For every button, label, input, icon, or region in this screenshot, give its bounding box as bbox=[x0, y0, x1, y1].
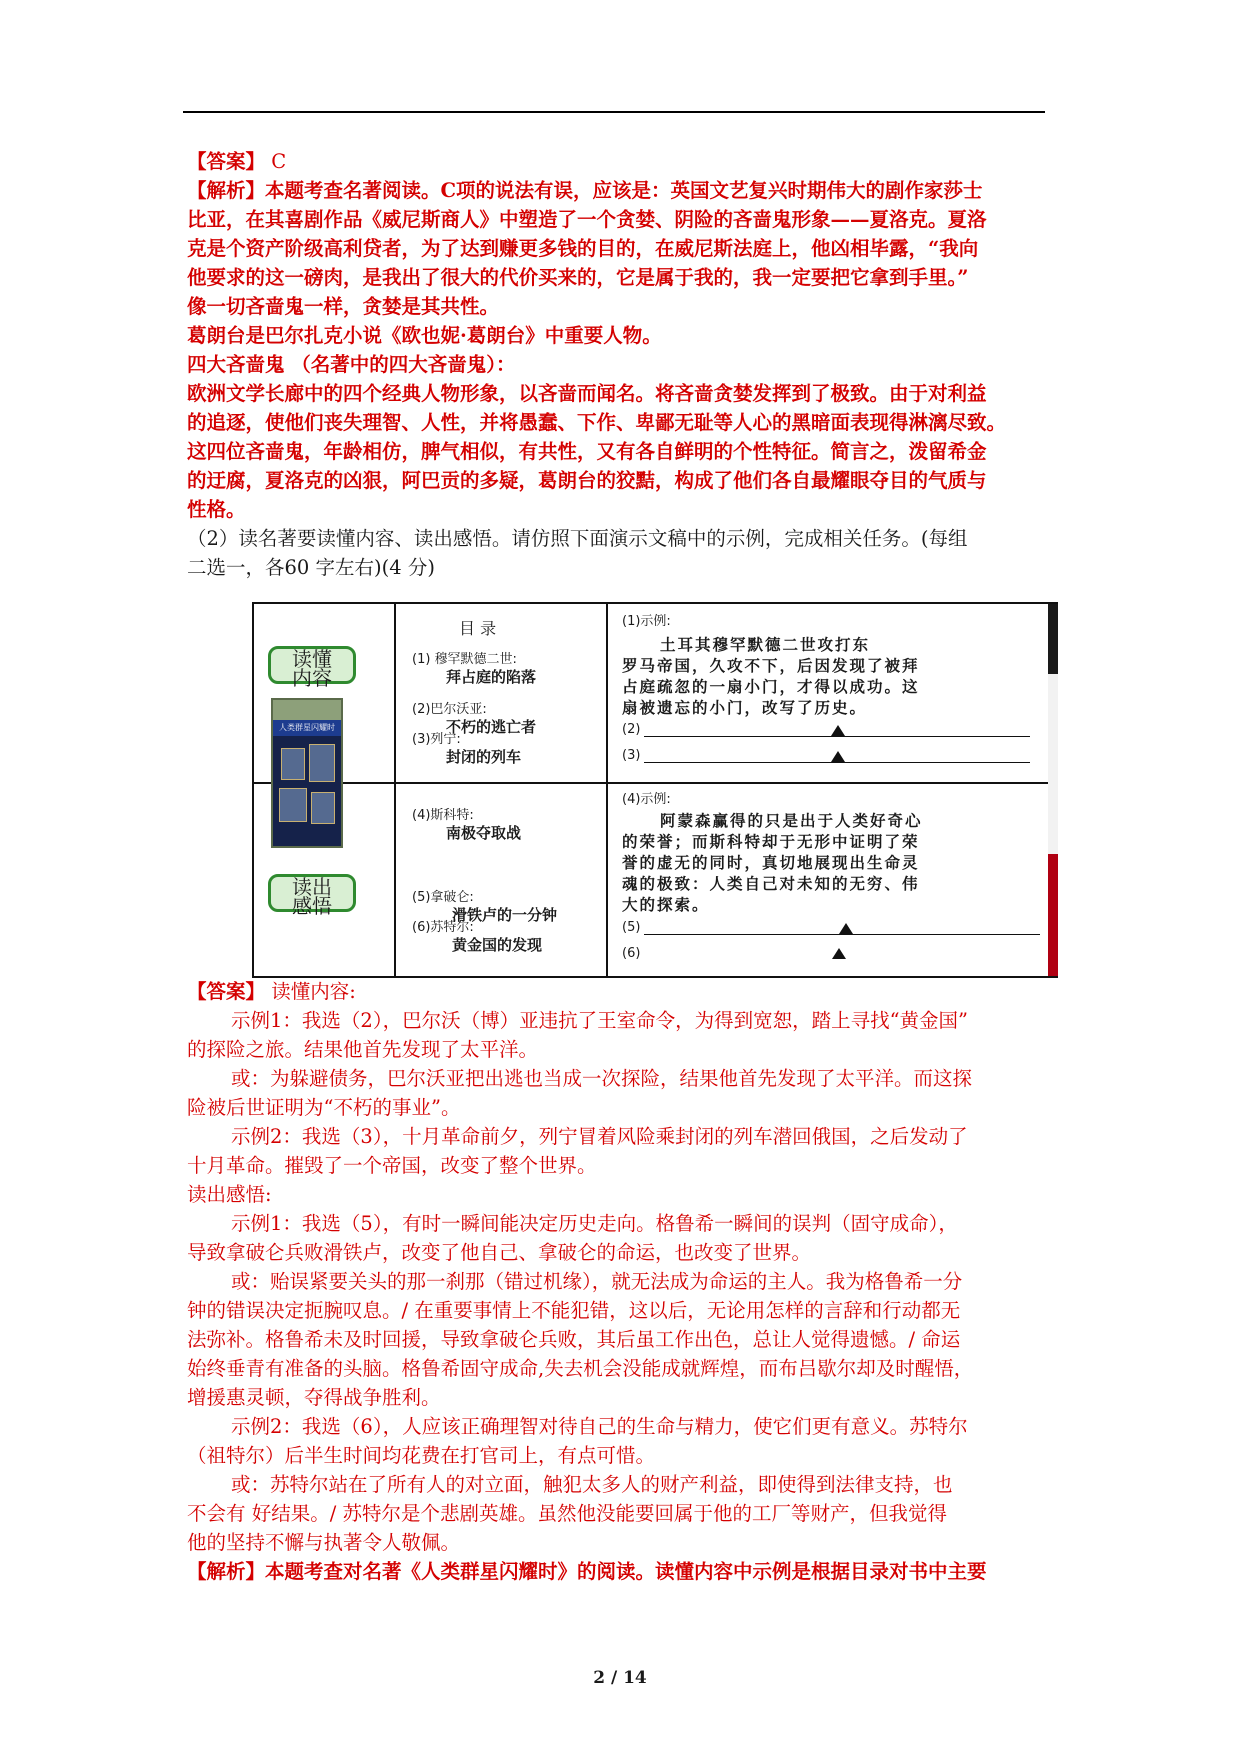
analysis-text: 本题考查对名著《人类群星闪耀时》的阅读。读懂内容中示例是根据目录对书中主要 bbox=[265, 1560, 987, 1583]
pill-read-content bbox=[268, 646, 356, 690]
answer-1-line bbox=[187, 147, 1049, 176]
analysis-1-line: 欧洲文学长廊中的四个经典人物形象，以吝啬而闻名。将吝啬贪婪发挥到了极致。由于对利益 bbox=[187, 382, 987, 405]
answer-line: 示例2：我选（6），人应该正确理智对待自己的生命与精力，使它们更有意义。苏特尔 bbox=[231, 1415, 968, 1438]
pill-label: 读出 感悟 bbox=[292, 875, 332, 918]
answer-line: 他的坚持不懈与执著令人敬佩。 bbox=[187, 1531, 461, 1554]
analysis-1-line: 他要求的这一磅肉，是我出了很大的代价买来的，它是属于我的，我一定要把它拿到手里。” bbox=[187, 266, 969, 289]
answer-line: （祖特尔）后半生时间均花费在打官司上，有点可惜。 bbox=[187, 1444, 656, 1467]
answer-line: 始终垂青有准备的头脑。格鲁希固守成命,失去机会没能成就辉煌，而布吕歇尔却及时醒悟， bbox=[187, 1357, 974, 1380]
side-bar-dark bbox=[1048, 604, 1058, 674]
analysis-1-line: 四大吝啬鬼 （名著中的四大吝啬鬼）： bbox=[187, 353, 516, 376]
pill-label: 读懂 内容 bbox=[292, 647, 332, 690]
triangle-icon bbox=[831, 751, 845, 762]
question-2-line: （2）读名著要读懂内容、读出感悟。请仿照下面演示文稿中的示例，完成相关任务。(每组 bbox=[187, 527, 968, 550]
book-title: 人类群星闪耀时 bbox=[273, 720, 341, 736]
triangle-icon bbox=[831, 725, 845, 736]
answer-line: 示例1：我选（5），有时一瞬间能决定历史走向。格鲁希一瞬间的误判（固守成命）， bbox=[231, 1212, 958, 1235]
example-4-line: 魂的极致：人类自己对未知的无穷、伟 bbox=[622, 874, 920, 893]
side-bar-light bbox=[1048, 674, 1058, 854]
toc-title-item: 拜占庭的陷落 bbox=[446, 668, 537, 686]
analysis-1-line: 的迂腐，夏洛克的凶狠，阿巴贡的多疑，葛朗台的狡黠，构成了他们各自最耀眼夺目的气质与 bbox=[187, 469, 987, 492]
answer-line: 险被后世证明为“不朽的事业”。 bbox=[187, 1096, 461, 1119]
triangle-icon bbox=[832, 948, 846, 959]
answer-line: 示例2：我选（3），十月革命前夕，列宁冒着风险乘封闭的列车潜回俄国，之后发动了 bbox=[231, 1125, 968, 1148]
answer-blank bbox=[644, 736, 1030, 737]
analysis-1-line: 性格。 bbox=[187, 498, 246, 521]
example-1-label: (1)示例: bbox=[622, 614, 671, 629]
toc-num: (4)斯科特: bbox=[412, 808, 474, 823]
toc-num: (6)苏特尔: bbox=[412, 920, 474, 935]
answer-line: 不会有 好结果。/ 苏特尔是个悲剧英雄。虽然他没能要回属于他的工厂等财产，但我觉得 bbox=[187, 1502, 947, 1525]
answer-blank bbox=[644, 762, 1030, 763]
analysis-1-line: 葛朗台是巴尔扎克小说《欧也妮·葛朗台》中重要人物。 bbox=[187, 324, 662, 347]
analysis-1-line: 比亚，在其喜剧作品《威尼斯商人》中塑造了一个贪婪、阴险的吝啬鬼形象——夏洛克。夏洛 bbox=[187, 208, 987, 231]
toc-title-item: 黄金国的发现 bbox=[452, 936, 543, 954]
answer-line: 的探险之旅。结果他首先发现了太平洋。 bbox=[187, 1038, 539, 1061]
answer-line: 或：贻误紧要关头的那一刹那（错过机缘），就无法成为命运的主人。我为格鲁希一分 bbox=[231, 1270, 963, 1293]
analysis-label: 【解析】 bbox=[187, 1560, 266, 1583]
example-1-line: 占庭疏忽的一扇小门，才得以成功。这 bbox=[622, 677, 920, 696]
answer-label: 【答案】 bbox=[187, 150, 266, 173]
analysis-2-line bbox=[187, 1557, 1049, 1586]
example-4-line: 的荣誉；而斯科特却于无形中证明了荣 bbox=[622, 832, 920, 851]
blank-3-label: (3) bbox=[622, 748, 641, 763]
answer-heading: 读懂内容: bbox=[271, 980, 356, 1003]
example-1-line: 扇被遗忘的小门，改写了历史。 bbox=[622, 698, 868, 717]
pill-read-feeling bbox=[268, 874, 356, 918]
answer-line: 十月革命。摧毁了一个帝国，改变了整个世界。 bbox=[187, 1154, 597, 1177]
analysis-1-line: 像一切吝啬鬼一样，贪婪是其共性。 bbox=[187, 295, 500, 318]
example-4-line: 誉的虚无的同时，真切地展现出生命灵 bbox=[622, 853, 920, 872]
answer-line: 导致拿破仑兵败滑铁卢，改变了他自己、拿破仑的命运，也改变了世界。 bbox=[187, 1241, 812, 1264]
answer-line: 示例1：我选（2），巴尔沃（博）亚违抗了王室命令，为得到宽恕，踏上寻找“黄金国” bbox=[231, 1009, 969, 1032]
divider bbox=[394, 604, 396, 976]
slide-figure bbox=[252, 602, 1058, 978]
answer-line: 法弥补。格鲁希未及时回援，导致拿破仑兵败，其后虽工作出色，总让人觉得遗憾。/ 命运 bbox=[187, 1328, 961, 1351]
blank-6-label: (6) bbox=[622, 946, 641, 961]
answer-label: 【答案】 bbox=[187, 980, 266, 1003]
blank-5-label: (5) bbox=[622, 920, 641, 935]
example-4-line: 大的探索。 bbox=[622, 895, 710, 914]
triangle-icon bbox=[839, 923, 853, 934]
answer-line: 增援惠灵顿，夺得战争胜利。 bbox=[187, 1386, 441, 1409]
analysis-1-line: 这四位吝啬鬼，年龄相仿，脾气相似，有共性，又有各自鲜明的个性特征。简言之，泼留希金 bbox=[187, 440, 987, 463]
answer-value: C bbox=[271, 150, 287, 173]
analysis-1-line: 克是个资产阶级高利贷者，为了达到赚更多钱的目的，在威尼斯法庭上，他凶相毕露，“我向 bbox=[187, 237, 979, 260]
question-2-line: 二选一，各60 字左右)(4 分) bbox=[187, 556, 435, 579]
toc-num: (1) 穆罕默德二世: bbox=[412, 652, 517, 667]
analysis-1-line bbox=[187, 176, 1049, 205]
answer-line: 钟的错误决定扼腕叹息。/ 在重要事情上不能犯错，这以后，无论用怎样的言辞和行动都无 bbox=[187, 1299, 961, 1322]
toc-title-item: 不朽的逃亡者 bbox=[446, 718, 537, 736]
answer-heading-2: 读出感悟: bbox=[187, 1183, 272, 1206]
toc-num: (5)拿破仑: bbox=[412, 890, 474, 905]
answer-2-line bbox=[187, 977, 1049, 1006]
blank-2-label: (2) bbox=[622, 722, 641, 737]
answer-line: 或：为躲避债务，巴尔沃亚把出逃也当成一次探险，结果他首先发现了太平洋。而这探 bbox=[231, 1067, 973, 1090]
toc-num: (3)列宁: bbox=[412, 732, 461, 747]
analysis-1-line: 的追逐，使他们丧失理智、人性，并将愚蠢、下作、卑鄙无耻等人心的黑暗面表现得淋漓尽致。 bbox=[187, 411, 1007, 434]
example-1-line: 土耳其穆罕默德二世攻打东 bbox=[660, 635, 871, 654]
divider bbox=[606, 782, 1058, 784]
book-cover-image bbox=[271, 698, 343, 848]
page-number: 2 / 14 bbox=[593, 1668, 647, 1688]
toc-title-item: 南极夺取战 bbox=[446, 824, 522, 842]
toc-num: (2)巴尔沃亚: bbox=[412, 702, 487, 717]
header-rule bbox=[183, 111, 1045, 113]
toc-title-item: 封闭的列车 bbox=[446, 748, 522, 766]
toc-title-item: 滑铁卢的一分钟 bbox=[452, 906, 558, 924]
side-bar-red bbox=[1048, 854, 1058, 976]
example-4-line: 阿蒙森赢得的只是出于人类好奇心 bbox=[660, 811, 923, 830]
toc-title: 目 录 bbox=[459, 619, 497, 638]
answer-blank bbox=[644, 934, 1040, 935]
example-4-label: (4)示例: bbox=[622, 792, 671, 807]
example-1-line: 罗马帝国，久攻不下，后因发现了被拜 bbox=[622, 656, 920, 675]
analysis-text: 本题考查名著阅读。C项的说法有误，应该是：英国文艺复兴时期伟大的剧作家莎士 bbox=[265, 179, 983, 202]
divider bbox=[606, 604, 608, 976]
answer-line: 或：苏特尔站在了所有人的对立面，触犯太多人的财产利益，即使得到法律支持，也 bbox=[231, 1473, 953, 1496]
analysis-label: 【解析】 bbox=[187, 179, 266, 202]
